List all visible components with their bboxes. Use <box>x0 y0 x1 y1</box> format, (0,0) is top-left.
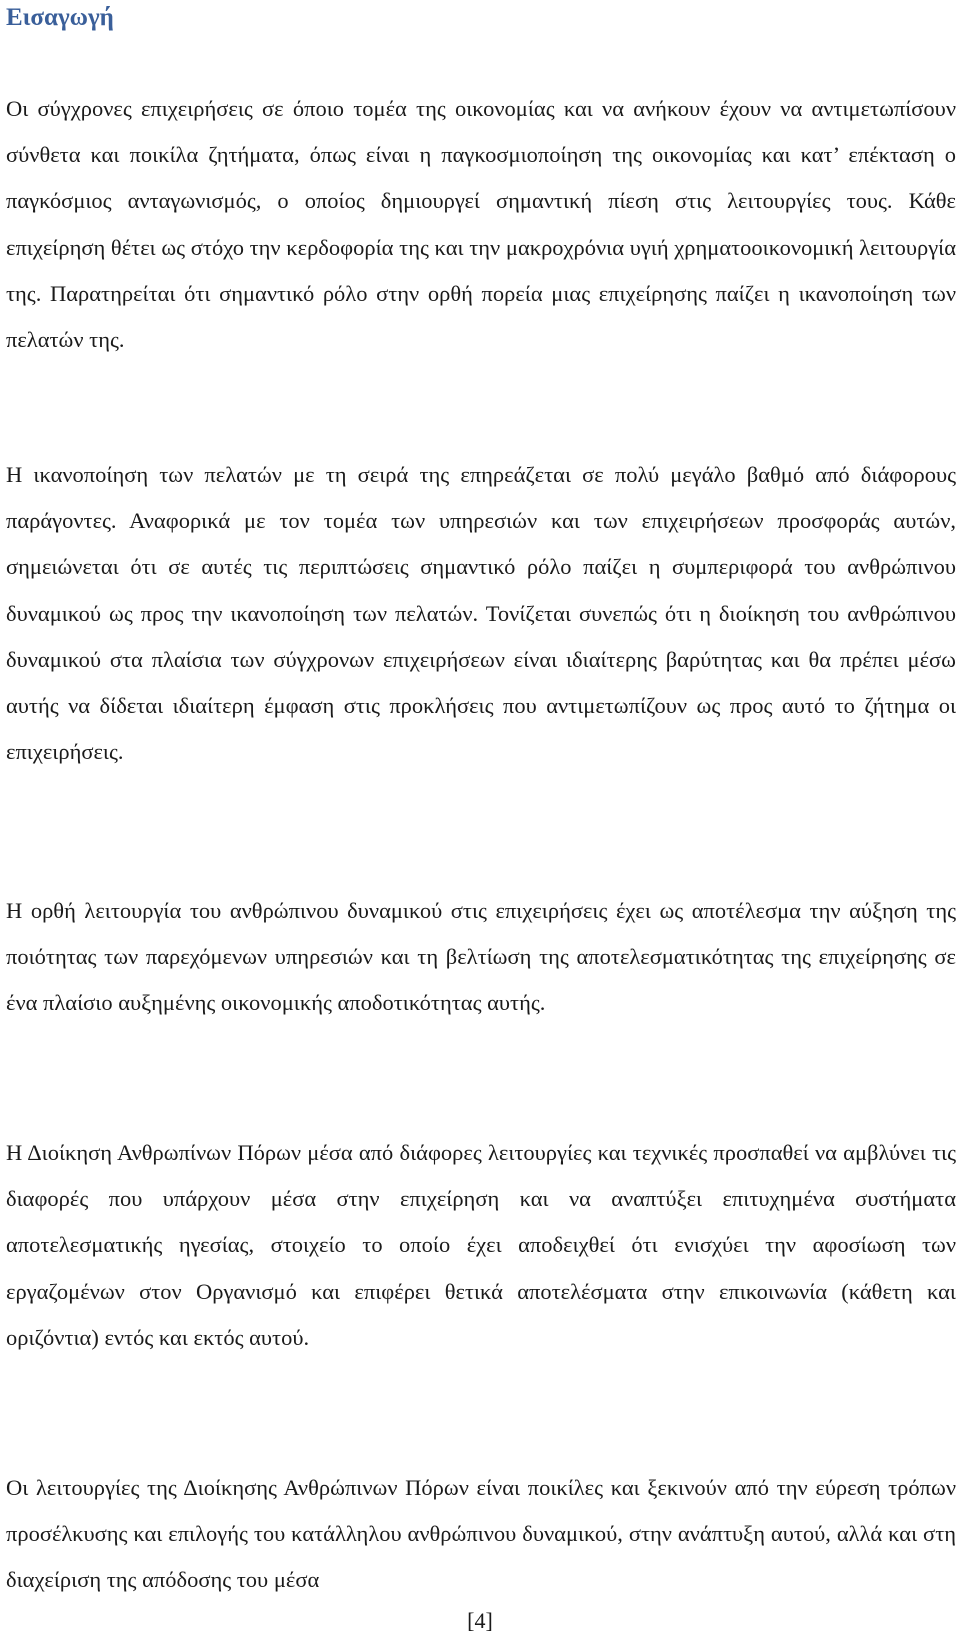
paragraph-5: Οι λειτουργίες της Διοίκησης Ανθρώπινων Πόρων είναι ποικίλες και ξεκινούν από την εύρεση τρόπων προσέλκυσης και επιλογής του κατάλληλου ανθρώπινου δυναμικού, στην ανάπτυξη αυτού, αλλά και στη διαχείριση της απόδοσης του μέσα <box>6 1475 956 1593</box>
page-number: [4] <box>467 1608 493 1633</box>
section-heading: Εισαγωγή <box>6 4 114 31</box>
paragraph-3: Η ορθή λειτουργία του ανθρώπινου δυναμικού στις επιχειρήσεις έχει ως αποτέλεσμα την αύξηση της ποιότητας των παρεχόμενων υπηρεσιών και τη βελτίωση της αποτελεσματικότητας της επιχείρησης σε ένα πλαίσιο αυξημένης οικονομικής αποδοτικότητας αυτής. <box>6 898 956 1016</box>
document-page <box>6 0 956 1593</box>
paragraph-2: Η ικανοποίηση των πελατών με τη σειρά της επηρεάζεται σε πολύ μεγάλο βαθμό από διάφορους παράγοντες. Αναφορικά με τον τομέα των υπηρεσιών και των επιχειρήσεων προσφοράς αυτών, σημειώνεται ότι σε αυτές τις περιπτώσεις σημαντικό ρόλο παίζει η συμπεριφορά του ανθρώπινου δυναμικού ως προς την ικανοποίηση των πελατών. Τονίζεται συνεπώς ότι η διοίκηση του ανθρώπινου δυναμικού στα πλαίσια των σύγχρονων επιχειρήσεων είναι ιδιαίτερης βαρύτητας και θα πρέπει μέσω αυτής να δίδεται ιδιαίτερη έμφαση στις προκλήσεις που αντιμετωπίζουν ως προς αυτό το ζήτημα οι επιχειρήσεις. <box>6 462 956 765</box>
paragraph-4: Η Διοίκηση Ανθρωπίνων Πόρων μέσα από διάφορες λειτουργίες και τεχνικές προσπαθεί να αμβλύνει τις διαφορές που υπάρχουν μέσα στην επιχείρηση και να αναπτύξει επιτυχημένα συστήματα αποτελεσματικής ηγεσίας, στοιχείο το οποίο έχει αποδειχθεί ότι ενισχύει την αφοσίωση των εργαζομένων στον Οργανισμό και επιφέρει θετικά αποτελέσματα στην επικοινωνία (κάθετη και οριζόντια) εντός και εκτός αυτού. <box>6 1140 956 1350</box>
paragraph-1: Οι σύγχρονες επιχειρήσεις σε όποιο τομέα της οικονομίας και να ανήκουν έχουν να αντιμετωπίσουν σύνθετα και ποικίλα ζητήματα, όπως είναι η παγκοσμιοποίηση της οικονομίας και κατ’ επέκταση ο παγκόσμιος ανταγωνισμός, ο οποίος δημιουργεί σημαντική πίεση στις λειτουργίες τους. Κάθε επιχείρηση θέτει ως στόχο την κερδοφορία της και την μακροχρόνια υγιή χρηματοοικονομική λειτουργία της. Παρατηρείται ότι σημαντικό ρόλο στην ορθή πορεία μιας επιχείρησης παίζει η ικανοποίηση των πελατών της. <box>6 96 956 353</box>
